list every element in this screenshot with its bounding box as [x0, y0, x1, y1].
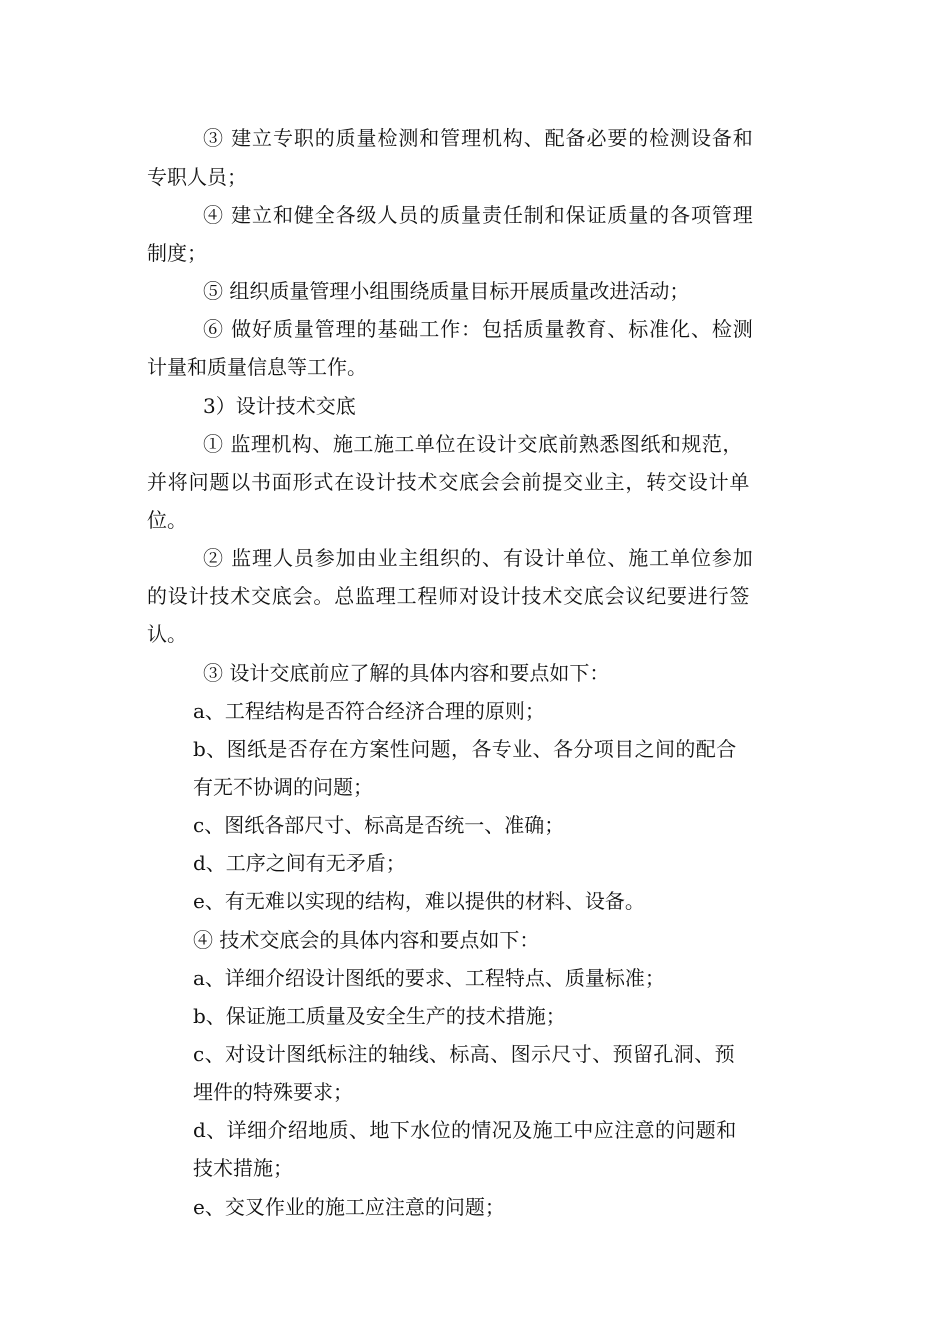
list-item: d、详细介绍地质、地下水位的情况及施工中应注意的问题和: [193, 1118, 737, 1142]
list-item: a、工程结构是否符合经济合理的原则；: [193, 699, 545, 723]
section-heading: 3）设计技术交底: [203, 394, 356, 418]
list-item: c、对设计图纸标注的轴线、标高、图示尺寸、预留孔洞、预: [193, 1042, 736, 1066]
list-item: e、有无难以实现的结构，难以提供的材料、设备。: [193, 889, 645, 913]
text-line: ④ 建立和健全各级人员的质量责任制和保证质量的各项管理: [203, 203, 754, 227]
text-line: ⑤ 组织质量管理小组围绕质量目标开展质量改进活动；: [203, 279, 690, 303]
list-item: d、工序之间有无矛盾；: [193, 851, 406, 875]
text-line: 的设计技术交底会。总监理工程师对设计技术交底会议纪要进行签: [147, 584, 751, 608]
list-item: a、详细介绍设计图纸的要求、工程特点、质量标准；: [193, 966, 665, 990]
list-item: b、保证施工质量及安全生产的技术措施；: [193, 1004, 566, 1028]
list-item: 有无不协调的问题；: [193, 775, 373, 799]
text-line: ③ 建立专职的质量检测和管理机构、配备必要的检测设备和: [203, 126, 754, 150]
list-item: 技术措施；: [193, 1156, 293, 1180]
list-item: 埋件的特殊要求；: [193, 1080, 353, 1104]
text-line: ⑥ 做好质量管理的基础工作：包括质量教育、标准化、检测: [203, 317, 754, 341]
text-line: ① 监理机构、施工施工单位在设计交底前熟悉图纸和规范，: [203, 432, 743, 456]
text-line: 并将问题以书面形式在设计技术交底会会前提交业主，转交设计单: [147, 470, 751, 494]
text-line: 制度；: [147, 241, 207, 265]
text-line: 专职人员；: [147, 165, 247, 189]
list-item: e、交叉作业的施工应注意的问题；: [193, 1195, 505, 1219]
text-line: ③ 设计交底前应了解的具体内容和要点如下：: [203, 661, 610, 685]
text-line: 认。: [147, 622, 187, 646]
text-line: 位。: [147, 508, 187, 532]
list-item: ④ 技术交底会的具体内容和要点如下：: [193, 928, 540, 952]
text-line: ② 监理人员参加由业主组织的、有设计单位、施工单位参加: [203, 546, 754, 570]
list-item: c、图纸各部尺寸、标高是否统一、准确；: [193, 813, 565, 837]
text-line: 计量和质量信息等工作。: [147, 355, 367, 379]
list-item: b、图纸是否存在方案性问题，各专业、各分项目之间的配合: [193, 737, 737, 761]
